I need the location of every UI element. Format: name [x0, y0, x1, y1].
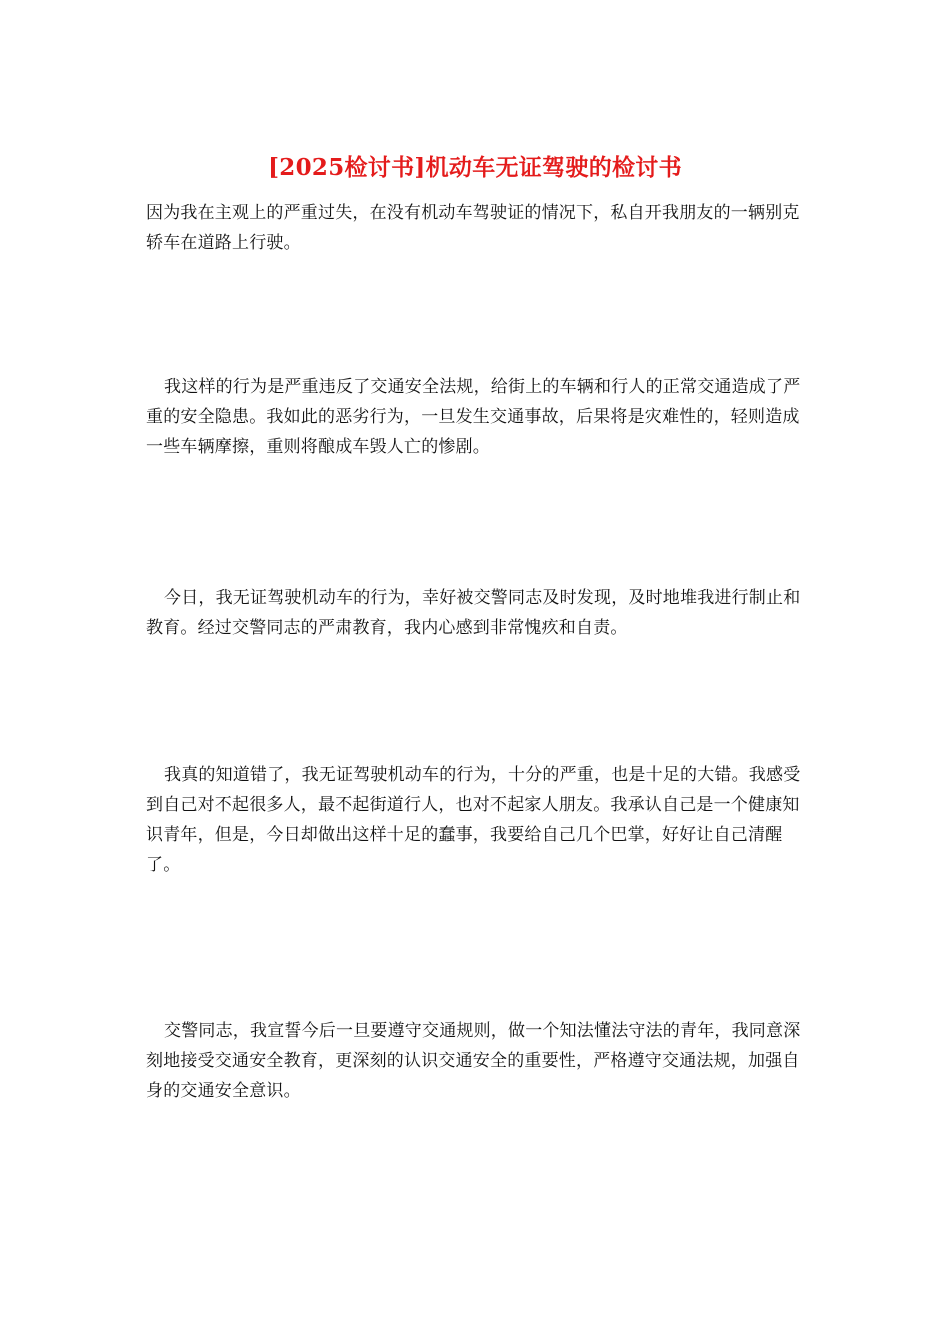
paragraph-5: 交警同志，我宣誓今后一旦要遵守交通规则，做一个知法懂法守法的青年，我同意深刻地接受交通安全教育，更深刻的认识交通安全的重要性，严格遵守交通法规，加强自身的交通安全意识。 [146, 1021, 801, 1101]
document-title: [2025检讨书]机动车无证驾驶的检讨书 [268, 154, 682, 181]
paragraph-1: 因为我在主观上的严重过失，在没有机动车驾驶证的情况下，私自开我朋友的一辆别克轿车在道路上行驶。 [146, 203, 800, 253]
paragraph-4: 我真的知道错了，我无证驾驶机动车的行为，十分的严重，也是十足的大错。我感受到自己对不起很多人，最不起街道行人，也对不起家人朋友。我承认自己是一个健康知识青年，但是，今日却做出这样十足的蠢事，我要给自己几个巴掌，好好让自己清醒了。 [146, 765, 801, 875]
paragraph-3: 今日，我无证驾驶机动车的行为，幸好被交警同志及时发现，及时地堆我进行制止和教育。经过交警同志的严肃教育，我内心感到非常愧疚和自责。 [146, 588, 801, 638]
paragraph-2: 我这样的行为是严重违反了交通安全法规，给街上的车辆和行人的正常交通造成了严重的安全隐患。我如此的恶劣行为，一旦发生交通事故，后果将是灾难性的，轻则造成一些车辆摩擦，重则将酿成车毁人亡的惨剧。 [146, 377, 801, 457]
